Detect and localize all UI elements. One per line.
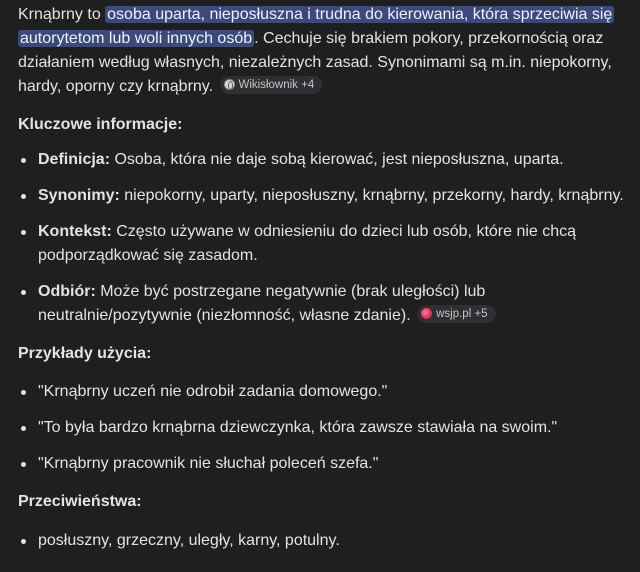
term-label: Synonimy: [38,187,120,204]
heading-opposites: Przeciwieństwa: [18,493,142,510]
list-item [18,184,640,208]
selected-text-highlight[interactable]: osoba uparta, nieposłuszna i trudna do kierowania, która sprzeciwia się autorytetom lub woli innych osób [20,6,613,47]
term-label: Definicja: [38,151,111,168]
heading-examples: Przykłady użycia: [18,345,152,362]
examples-list [18,380,640,476]
term-text: Osoba, która nie daje sobą kierować, jest nieposłuszna, uparta. [110,151,564,168]
list-item [18,148,640,172]
list-item: "Krnąbrny pracownik nie słuchał poleceń szefa." [18,452,640,476]
list-item [18,280,640,328]
list-item: "Krnąbrny uczeń nie odrobił zadania domowego." [18,380,640,404]
source-chip-label: Wikisłownik +4 [238,78,315,91]
heading-key-info: Kluczowe informacje: [18,116,183,133]
source-chip-wsjp[interactable] [417,305,495,323]
answer-content [18,3,640,553]
intro-lead: Krnąbrny to [18,6,106,23]
source-chip-label: wsjp.pl +5 [436,307,488,320]
term-text: niepokorny, uparty, nieposłuszny, krnąbrny, przekorny, hardy, krnąbrny. [119,187,624,204]
term-text: Może być postrzegane negatywnie (brak uległości) lub neutralnie/pozytywnie (niezłomność, własne zdanie). [38,283,486,324]
list-item [18,220,640,268]
intro-rest: . Cechuje się brakiem pokory, przekornością oraz działaniem według własnych, niezależnych zasad. Synonimami są m.in. niepokorny, hardy, oporny czy krnąbrny. [18,30,612,95]
intro-paragraph [18,3,640,99]
list-item: "To była bardzo krnąbrna dziewczynka, która zawsze stawiała na swoim." [18,416,640,440]
term-label: Kontekst: [38,223,112,240]
wikipedia-icon [224,79,235,90]
source-chip-wikislownik[interactable] [220,76,323,94]
opposites-list [18,529,640,553]
list-item: posłuszny, grzeczny, uległy, karny, potulny. [18,529,640,553]
wsjp-icon [421,308,432,319]
term-label: Odbiór: [38,283,96,300]
term-text: Często używane w odniesieniu do dzieci lub osób, które nie chcą podporządkować się zasadom. [38,223,577,264]
key-info-list [18,148,640,328]
